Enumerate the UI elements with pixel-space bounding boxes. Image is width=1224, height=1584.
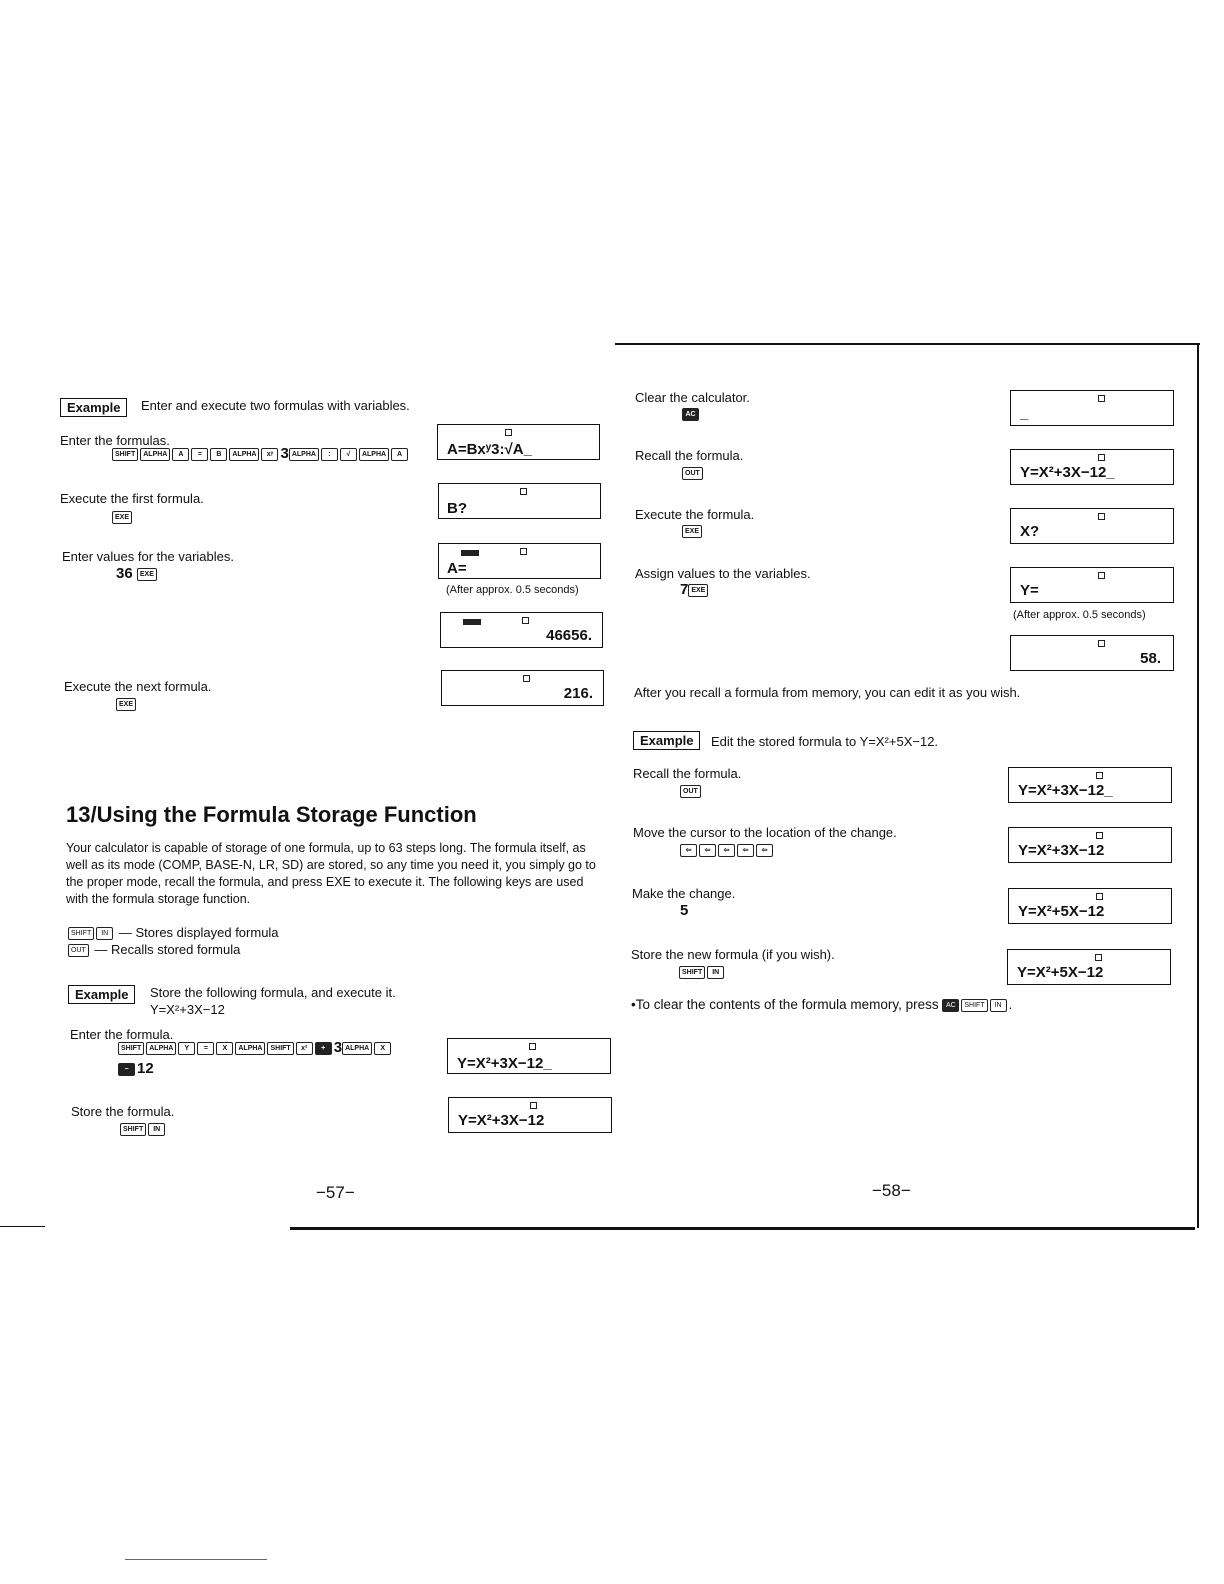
lcd-value: A=: [447, 560, 467, 577]
key: ALPHA: [359, 448, 389, 461]
r-step3-keys: [682, 522, 704, 539]
example1-desc: Enter and execute two formulas with variables.: [141, 398, 410, 413]
lcd-display: [1010, 390, 1174, 426]
l-ex2-step1-keys2: [118, 1060, 154, 1077]
indicator-icon: [1098, 454, 1105, 461]
key: SHIFT: [118, 1042, 144, 1055]
key: SHIFT: [679, 966, 705, 979]
indicator-icon: [1096, 893, 1103, 900]
lcd-value: Y=X²+3X−12_: [1018, 782, 1113, 799]
r-step2-keys: [682, 464, 705, 481]
lcd-display: [440, 612, 603, 648]
lcd-display: [437, 424, 600, 460]
lcd-value: 58.: [1140, 650, 1161, 667]
keyline-recall-text: — Recalls stored formula: [94, 942, 241, 957]
indicator-icon: [1098, 640, 1105, 647]
key: ALPHA: [235, 1042, 265, 1055]
r-step4-keys: [680, 581, 710, 598]
key: ALPHA: [146, 1042, 176, 1055]
key: √: [340, 448, 357, 461]
r-step3-text: Execute the formula.: [635, 507, 755, 522]
r-ex3-step2-keys: [680, 841, 775, 858]
key: xʸ: [261, 448, 278, 461]
lcd-display: [1010, 449, 1174, 485]
r-ex3-step3-text: Make the change.: [632, 886, 736, 901]
bottom-left-rule: [0, 1226, 45, 1227]
left-arrow-key: ⇦: [699, 844, 716, 857]
l-step4-keys: [116, 695, 138, 712]
exe-key: EXE: [112, 511, 132, 524]
indicator-icon: [522, 617, 529, 624]
r-step2-text: Recall the formula.: [635, 448, 744, 463]
lcd-display: [1008, 767, 1172, 803]
key: IN: [707, 966, 724, 979]
key: =: [191, 448, 208, 461]
key: ALPHA: [229, 448, 259, 461]
l-step2-keys: [112, 508, 134, 525]
key-digit: 3: [333, 1039, 343, 1056]
key: B: [210, 448, 227, 461]
key: SHIFT: [961, 999, 987, 1012]
exe-key: EXE: [682, 525, 702, 538]
indicator-icon: [1098, 572, 1105, 579]
keyline-recall: [68, 942, 240, 957]
lcd-display: [441, 670, 604, 706]
keyline-store: [68, 925, 279, 940]
indicator-icon: [520, 548, 527, 555]
key: A: [172, 448, 189, 461]
minus-key: −: [118, 1063, 135, 1076]
example2-desc: Store the following formula, and execute it.: [150, 985, 396, 1000]
key: ALPHA: [342, 1042, 372, 1055]
key: SHIFT: [68, 927, 94, 940]
lcd-value: Y=X²+3X−12_: [1020, 464, 1115, 481]
r-ex3-step2-text: Move the cursor to the location of the change.: [633, 825, 897, 840]
left-arrow-key: ⇦: [718, 844, 735, 857]
r-ex3-step1-text: Recall the formula.: [633, 766, 742, 781]
key-digit: 12: [137, 1060, 154, 1077]
lcd-display: [1007, 949, 1171, 985]
r-ex3-step1-keys: [680, 782, 703, 799]
r-step4-text: Assign values to the variables.: [635, 566, 811, 581]
key: OUT: [68, 944, 89, 957]
l-ex2-step2-keys: [120, 1120, 167, 1137]
lcd-value: A=Bxʸ3:√A_: [447, 441, 532, 458]
example3-desc: Edit the stored formula to Y=X²+5X−12.: [711, 734, 939, 749]
lcd-display: [1008, 888, 1172, 924]
section-title: 13/Using the Formula Storage Function: [66, 802, 477, 827]
key: ALPHA: [140, 448, 170, 461]
page-number-left: −57−: [316, 1183, 355, 1202]
key: ALPHA: [289, 448, 319, 461]
lcd-value: B?: [447, 500, 467, 517]
section-paragraph: Your calculator is capable of storage of one formula, up to 63 steps long. The formula itself, as well as its mode (COMP, BASE-N, LR, SD) are stored, so any time you need it, you simply go to the proper mode, recall the formula, and press EXE to execute it. The following keys are used with the formula storage function.: [66, 841, 596, 906]
key: SHIFT: [267, 1042, 293, 1055]
key: A: [391, 448, 408, 461]
lcd-value: 46656.: [546, 627, 592, 644]
key: x²: [296, 1042, 313, 1055]
r-ex3-step3-keys: [680, 902, 688, 919]
lcd-value: 216.: [563, 685, 593, 702]
lcd-display: [448, 1097, 612, 1133]
bottom-rule: [290, 1227, 1195, 1230]
mode-indicator-icon: [463, 619, 481, 625]
key-digit: 3: [280, 445, 289, 462]
exe-key: EXE: [688, 584, 708, 597]
r-step1-text: Clear the calculator.: [635, 390, 750, 405]
lcd-display: [438, 483, 601, 519]
lcd-display: [1010, 567, 1174, 603]
lcd-display: [1008, 827, 1172, 863]
lcd-value: X?: [1020, 523, 1040, 540]
exe-key: EXE: [116, 698, 136, 711]
lcd-value: _: [1020, 405, 1029, 422]
l-step4-text: Execute the next formula.: [64, 679, 212, 694]
indicator-icon: [1098, 395, 1105, 402]
indicator-icon: [1096, 832, 1103, 839]
clear-note: •To clear the contents of the formula memory, press AC SHIFT IN .: [631, 997, 1013, 1012]
r-step1-keys: [682, 405, 701, 422]
value: 7: [680, 581, 689, 598]
l-ex2-step2-text: Store the formula.: [71, 1104, 175, 1119]
left-arrow-key: ⇦: [737, 844, 754, 857]
lcd-display: [447, 1038, 611, 1074]
l-step3-text: Enter values for the variables.: [62, 549, 234, 564]
key: IN: [148, 1123, 165, 1136]
key: X: [216, 1042, 233, 1055]
l-step3-keys: [116, 565, 159, 582]
lcd-value: Y=X²+3X−12: [1018, 842, 1105, 859]
ac-key: AC: [942, 999, 959, 1012]
r-step4-note: (After approx. 0.5 seconds): [1013, 609, 1146, 621]
key: Y: [178, 1042, 195, 1055]
plus-key: +: [315, 1042, 332, 1055]
ac-key: AC: [682, 408, 699, 421]
out-key: OUT: [682, 467, 703, 480]
key: IN: [96, 927, 113, 940]
l-ex2-step1-text: Enter the formula.: [70, 1027, 174, 1042]
exe-key: EXE: [137, 568, 157, 581]
indicator-icon: [530, 1102, 537, 1109]
value: 36: [116, 565, 133, 582]
out-key: OUT: [680, 785, 701, 798]
page-number-right: −58−: [872, 1181, 911, 1200]
r-ex3-step4-text: Store the new formula (if you wish).: [631, 947, 835, 962]
key: X: [374, 1042, 391, 1055]
indicator-icon: [1096, 772, 1103, 779]
example2-formula: Y=X²+3X−12: [150, 1002, 225, 1017]
indicator-icon: [520, 488, 527, 495]
footer-link-line: [125, 1559, 267, 1560]
lcd-value: Y=: [1020, 582, 1039, 599]
l-step3-note: (After approx. 0.5 seconds): [446, 584, 579, 596]
example2-label: Example: [68, 985, 135, 1004]
l-step2-text: Execute the first formula.: [60, 491, 204, 506]
left-arrow-key: ⇦: [680, 844, 697, 857]
l-ex2-step1-keys: [118, 1039, 393, 1056]
after-text: After you recall a formula from memory, you can edit it as you wish.: [634, 685, 1021, 700]
top-rule-right: [615, 343, 1200, 345]
lcd-display: [1010, 635, 1174, 671]
l-step1-text: Enter the formulas.: [60, 433, 170, 448]
indicator-icon: [1098, 513, 1105, 520]
indicator-icon: [523, 675, 530, 682]
clear-note-text: •To clear the contents of the formula memory, press: [631, 997, 939, 1012]
indicator-icon: [505, 429, 512, 436]
example1-label: Example: [60, 398, 127, 417]
key: IN: [990, 999, 1007, 1012]
lcd-value: Y=X²+5X−12: [1017, 964, 1104, 981]
lcd-display: [438, 543, 601, 579]
key: =: [197, 1042, 214, 1055]
lcd-value: Y=X²+3X−12: [458, 1112, 545, 1129]
keyline-store-text: — Stores displayed formula: [118, 925, 279, 940]
right-edge-rule: [1197, 343, 1199, 1228]
key: SHIFT: [120, 1123, 146, 1136]
left-arrow-key: ⇦: [756, 844, 773, 857]
lcd-value: Y=X²+3X−12_: [457, 1055, 552, 1072]
l-step1-keys: [112, 445, 410, 462]
lcd-value: Y=X²+5X−12: [1018, 903, 1105, 920]
mode-indicator-icon: [461, 550, 479, 556]
example3-label: Example: [633, 731, 700, 750]
indicator-icon: [1095, 954, 1102, 961]
value: 5: [680, 902, 689, 919]
key: SHIFT: [112, 448, 138, 461]
lcd-display: [1010, 508, 1174, 544]
key: :: [321, 448, 338, 461]
r-ex3-step4-keys: [679, 963, 726, 980]
indicator-icon: [529, 1043, 536, 1050]
